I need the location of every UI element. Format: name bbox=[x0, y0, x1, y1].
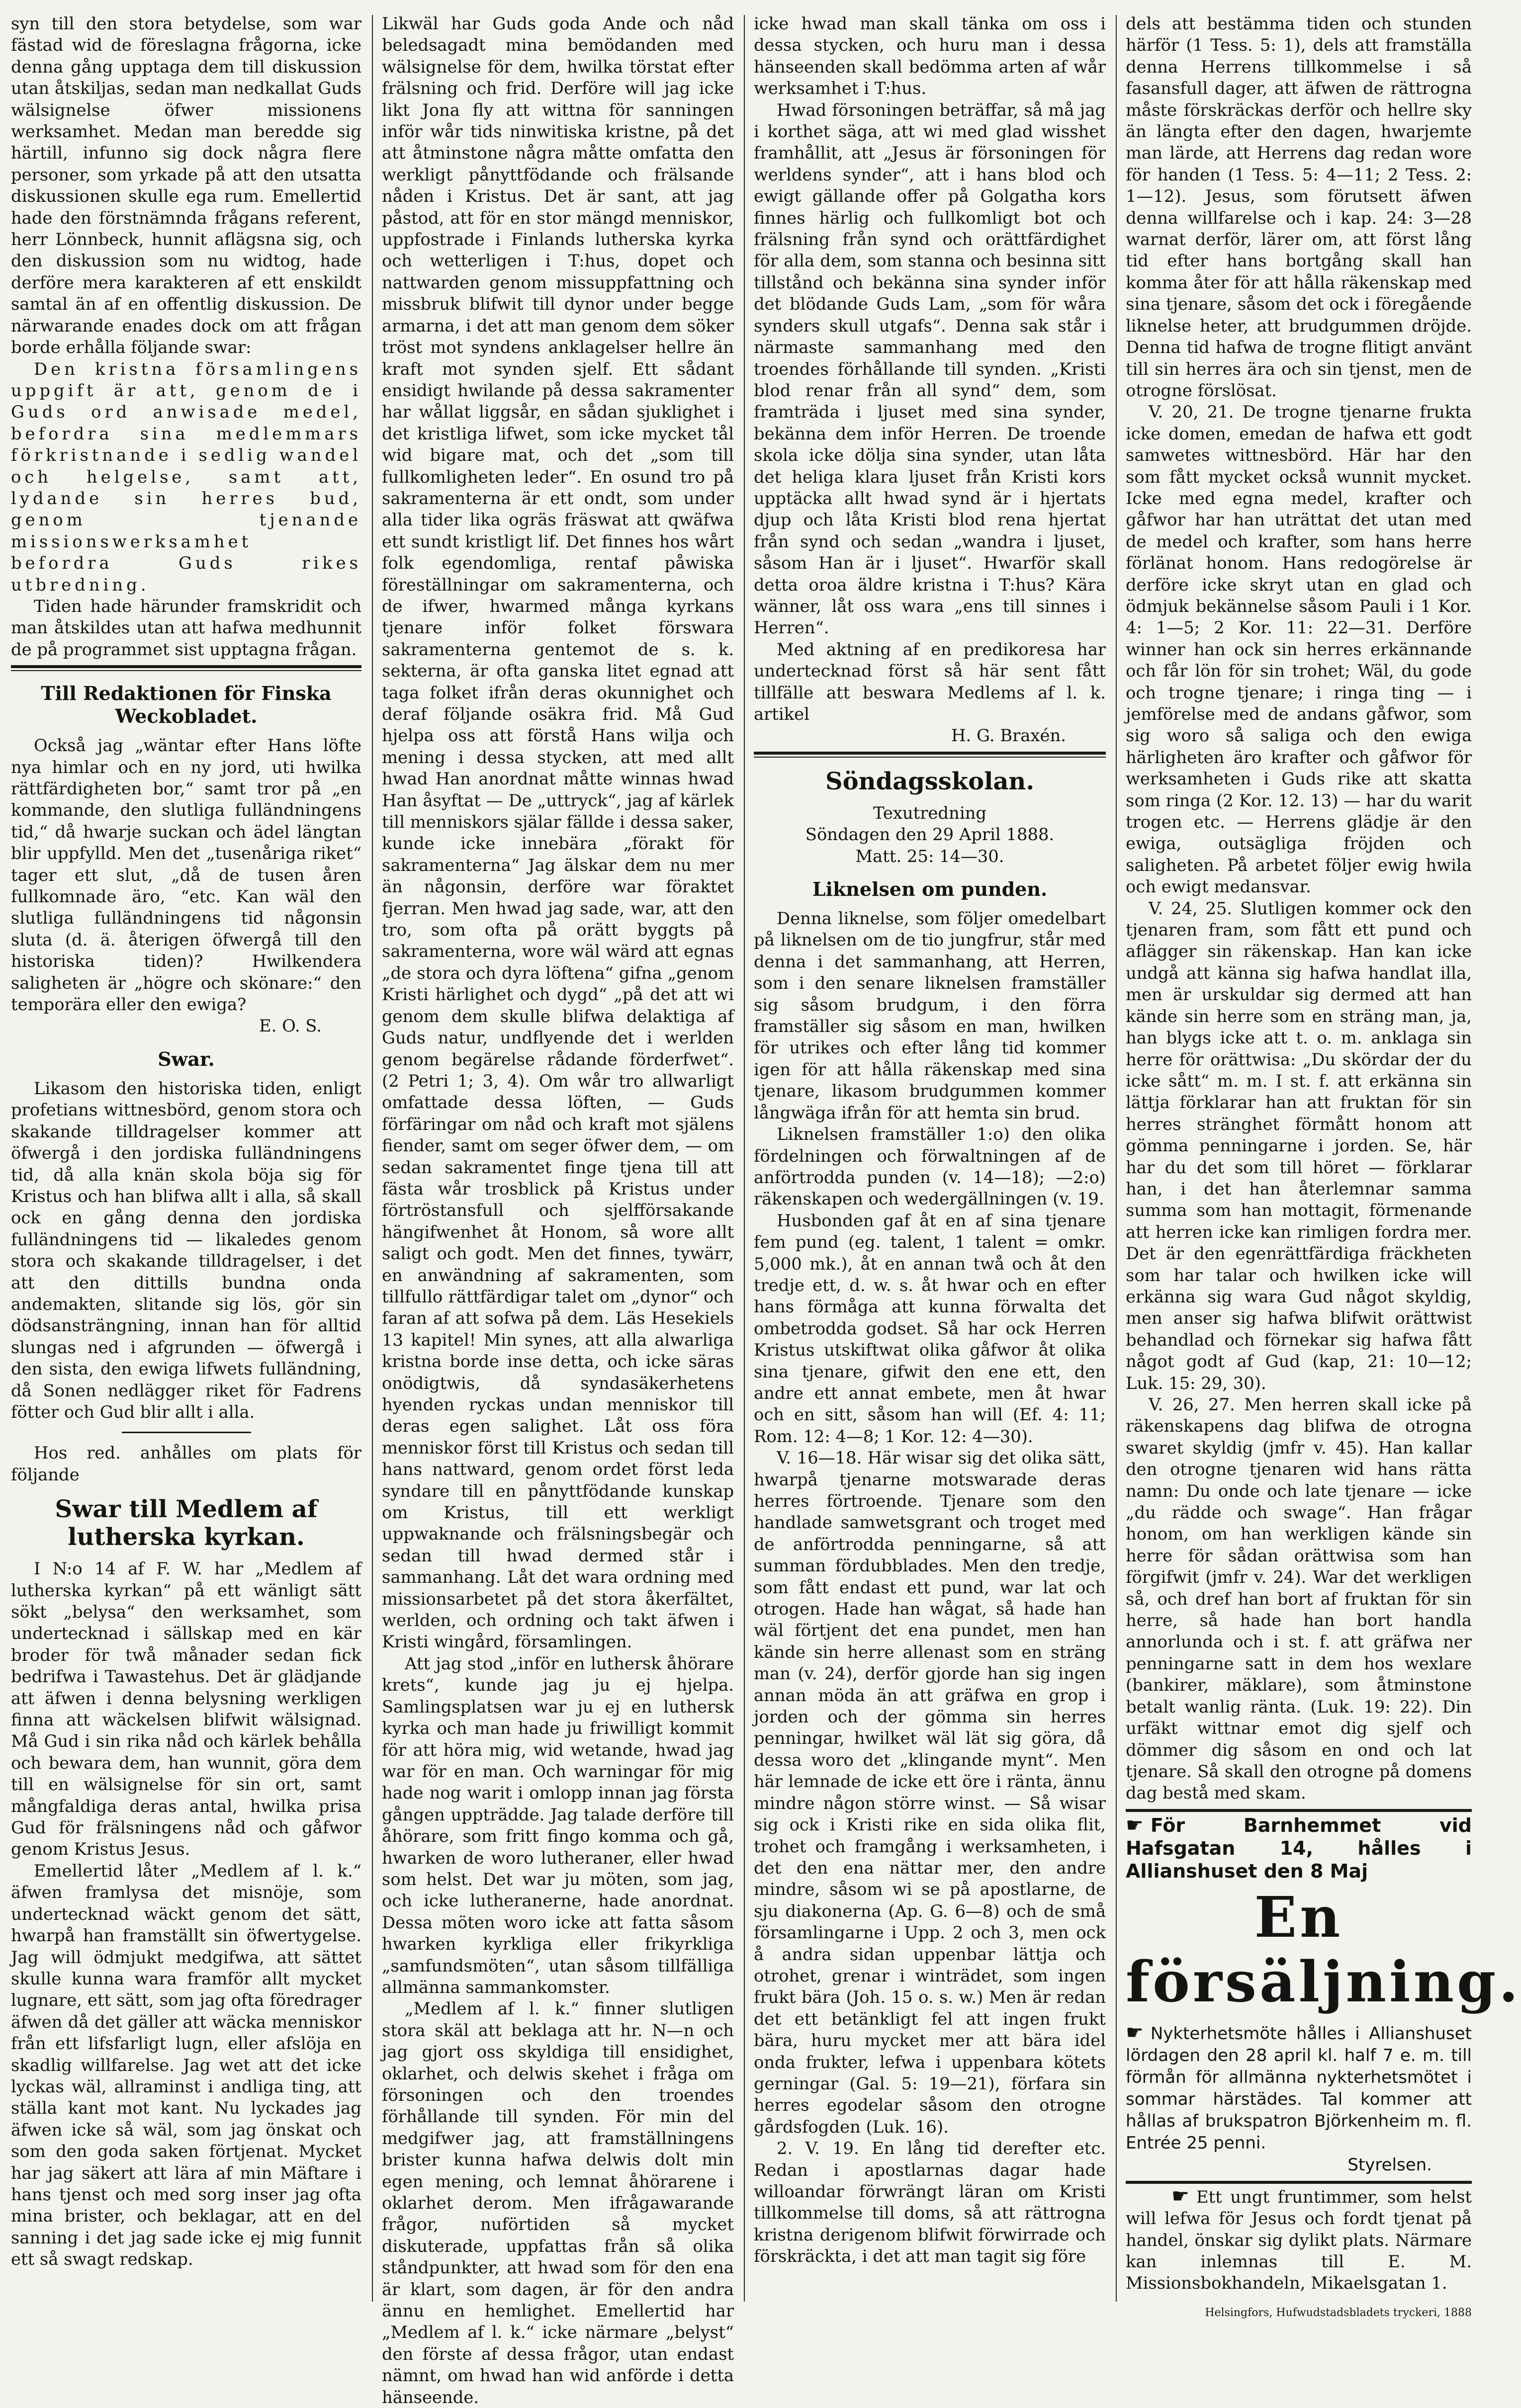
article-heading: Liknelsen om punden. bbox=[812, 878, 1048, 901]
column-1 bbox=[11, 13, 361, 2302]
ad-header-text: För Barnhemmet vid Hafsgatan 14, hålles i Allianshuset den 8 Maj bbox=[1126, 1814, 1472, 1882]
column-rule bbox=[744, 15, 745, 2302]
resolution-text: Den kristna församlingens uppgift är att, genom de i Guds ord anwisade medel, befordra sina medlemmars förkristnande i sedlig wandel och helgelse, samt att, lydande sin herres bud, genom tjenande missionswerksamhet befordra Guds rikes utbredning. bbox=[11, 359, 361, 595]
signature: E. O. S. bbox=[259, 1016, 322, 1036]
paragraph: Också jag „wäntar efter Hans löfte nya himlar och en ny jord, uti hwilka rättfärdigheten bor,“ samt tror på „en kommande, den slutliga fulländningens tid,“ då hwarje suckan och ädel längtan blir uppfylld. Men det „tusenåriga riket“ tager ett slut, „då de tusen åren fullkomnade äro, “etc. Kan wäl den slutliga fulländningens tid någonsin sluta (d. ä. återigen öfwergå till den historiska tiden)? Hwilkendera saligheten är „högre och skönare:“ den temporära eller den ewiga? bbox=[11, 736, 361, 1015]
paragraph: V. 20, 21. De trogne tjenarne frukta icke domen, emedan de hafwa ett godt samwetes wittnesbörd. Här har den som fått mycket också wunnit mycket. Icke med egna medel, krafter och gåfwor har han uträttat det utan med de medel och krafter, som hans herre förlänat honom. Hans redogörelse är derföre icke skryt utan en glad och ödmjuk bekännelse såsom Pauli i 1 Kor. 4: 1—5; 2 Kor. 11: 22—31. Derföre winner han ock sin herres erkännande och får lön för sin trohet; Wäl, du gode och trogne tjenare; i ringa ting — i jemförelse med de andans gåfwor, som sig woro så saliga och den ewiga härligheten äro krafter och gåfwor för werksamheten i Guds rike att skatta som ringa (2 Kor. 12. 13) — har du warit trogen etc. — Herrens glädje är den ewiga, outsägliga fröjden och saligheten. På arbetet följer ewig hwila och ewigt medansvar. bbox=[1126, 402, 1472, 897]
section-heading: Söndagsskolan. bbox=[825, 767, 1035, 795]
pointing-hand-icon: ☛ bbox=[1171, 2184, 1189, 2208]
paragraph: Husbonden gaf åt en af sina tjenare fem pund (eg. talent, 1 talent = omkr. 5,000 mk.), åt en annan twå och åt den tredje ett, d. w. s. åt hwar och en efter hans förmåga att kunna förwalta det ombetrodda godset. Så har ock Herren Kristus utskiftwat olika gåfwor åt olika sina tjenare, gifwit den ene ett, den andre ett annat embete, men åt hwar och en sitt, såsom han will (Ef. 4: 11; Rom. 12: 4—8; 1 Kor. 12: 4—30). bbox=[754, 1210, 1106, 1446]
divider bbox=[754, 752, 1106, 755]
paragraph: Liknelsen framställer 1:o) den olika fördelningen och förwaltningen af de anförtrodda punden (v. 14—18); —2:o) räkenskapen och wedergällningen (v. 19. bbox=[754, 1124, 1106, 1209]
column-2 bbox=[382, 13, 734, 2407]
ad-body: Nykterhetsmöte hålles i Allianshuset lördagen den 28 april kl. half 7 e. m. till förmån för allmänna nykterhetsmötet i sommar härstädes. Tal kommer att hållas af brukspatron Björkenheim m. fl. Entrée 25 penni. bbox=[1126, 2023, 1472, 2153]
paragraph: Med aktning af en predikoresa har undertecknad först så här sent fått tillfälle att beswara Medlems af l. k. artikel bbox=[754, 639, 1106, 724]
divider bbox=[1126, 1809, 1472, 1812]
paragraph: Tiden hade härunder framskridit och man åtskildes utan att hafwa medhunnit de på programmet sist upptagna frågan. bbox=[11, 596, 361, 659]
column-rule bbox=[1116, 15, 1117, 2302]
paragraph: Hwad försoningen beträffar, så må jag i korthet säga, att wi med glad wisshet framhållit, att „Jesus är försoningen för werldens synder“, att i hans blod och ewigt gällande offer på Golgatha kors finnes härlig och fullkomligt bot och frälsning från synd och orättfärdighet för alla dem, som stanna och besinna sitt tillstånd och bekänna sina synder inför det blödande Guds Lam, „som för wåra synders skull utgafs“. Denna sak står i närmaste sammanhang med den troendes förhållande till synden. „Kristi blod renar från all synd“ dem, som framträda i ljuset med sina synder, bekänna dem inför Herren. De troende skola icke dölja sina synder, utan låta det heliga klara ljuset från Kristi kors upptäcka allt hwad synd är i hjertats djup och låta Kristi blod rena hjertat från synd och sedan „wandra i ljuset, såsom Han är i ljuset“. Hwarför skall detta oroa äldre kristna i T:hus? Kära wänner, låt oss wara „ens till sinnes i Herren“. bbox=[754, 100, 1106, 638]
article-heading: Swar till Medlem af lutherska kyrkan. bbox=[55, 1495, 318, 1551]
paragraph: Emellertid låter „Medlem af l. k.“ äfwen framlysa det misnöje, som undertecknad wäckt genom det sätt, hwarpå han framställt sin öfwertygelse. Jag will ödmjukt medgifwa, att sättet skulle kunna wara framför allt mycket lugnare, ett sätt, som jag ofta föredrager äfwen då det gäller att wäcka menniskor från ett lifsfarligt lugn, eller afslöja en skadlig willfarelse. Jag wet att det icke lyckas wäl, allraminst i andliga ting, att ställa kant mot kant. Nu lyckades jag äfwen icke så wäl, som jag önskat och som den goda saken förtjenat. Mycket har jag säkert att lära af min Mäftare i hans tjenst och med sorg inser jag ofta mina brister, och beklagar, att en del sanning i det jag sade icke ej mig funnit ett så swagt redskap. bbox=[11, 1861, 361, 2269]
divider bbox=[1126, 2181, 1472, 2184]
section-heading: Swar. bbox=[158, 1047, 215, 1070]
paragraph: icke hwad man skall tänka om oss i dessa stycken, och huru man i dessa hänseenden skall bedömma arten af wår werksamhet i T:hus. bbox=[754, 14, 1106, 98]
classified-ad-text: Ett ungt fruntimmer, som helst will lefwa för Jesus och fordt tjenat på handel, önskar sig dylikt plats. Närmare kan inlemnas till E. M. Missionsbokhandeln, Mikaelsgatan 1. bbox=[1126, 2187, 1472, 2293]
paragraph: „Medlem af l. k.“ finner slutligen stora skäl att beklaga att hr. N—n och jag gjort oss skyldiga till ensidighet, oklarhet, och delwis skehet i fråga om försoningen och den troendes förhållande till synden. För min del medgifwer jag, att framställningens brister kunna hafwa delwis dolt min egen mening, och lemnat åhörarene i oklarhet derom. Men ifrågawarande frågor, nuförtiden så mycket diskuterade, uppfattas från så olika ståndpunkter, att hwad som för den ena är klart, som dagen, är för den andra ännu en hemlighet. Emellertid har „Medlem af l. k.“ icke närmare „belyst“ den förste af dessa frågor, utan endast nämnt, om hwad han wid anförde i detta hänseende. bbox=[382, 1999, 734, 2407]
subheading: Texutredning bbox=[873, 803, 987, 823]
paragraph: V. 24, 25. Slutligen kommer ock den tjenaren fram, som fått ett pund och aflägger sin räkenskap. Han kan icke undgå att känna sig hafwa handlat illa, men är urskuldar sig dermed att han kände sin herre som en sträng man, ja, han blygs icke att t. o. m. anklaga sin herre för orättwisa: „Du skördar der du icke sått“ m. m. I st. f. att erkänna sin lättja förklarar han att fruktan för sin herres stränghet förmått honom att gömma penningarne i jorden. Se, här har du det som till höret — förklarar han, i det han återlemnar samma summa som han mottagit, förmenande att herren icke kan rimligen fordra mer. Det är den egenrättfärdiga fräckheten som har talar och hwilken icke will erkänna sig wara Gud något skyldig, men anser sig hafwa blifwit orättwist behandlad och förnekar sig hafwa fått något godt af Gud (kap, 21: 10—12; Luk. 15: 29, 30). bbox=[1126, 898, 1472, 1393]
paragraph: Likwäl har Guds goda Ande och nåd beledsagadt mina bemödanden med wälsignelse för dem, hwilka törstat efter frälsning och frid. Derföre will jag icke likt Jona fly att wittna för sanningen inför wår tids ninwitiska kristne, på det att åtminstone några måtte omfatta den werkligt pånyttfödande och frälsande nåden i Kristus. Det är sant, att jag påstod, att för en stor mängd menniskor, uppfostrade i Finlands lutherska kyrka och wetterligen i T:hus, dopet och nattwarden genom missuppfattning och missbruk blifwit till dynor under begge armarna, i det att man genom dem söker tröst mot syndens anklagelser hellre än kraft mot synden sjelf. Ett sådant ensidigt hwilande på dessa sakramenter har wållat liggsår, en sådan sjuklighet i det kristliga lifwet, som icke mycket tål wid bigare mat, och det „som till fullkomligheten leder“. En osund tro på sakramenterna är ett ondt, som under alla tider lika ogräs fräswat att qwäfwa ett sundt kristligt lif. Det finnes hos wårt folk egendomliga, rentaf påwiska föreställningar om sakramenterna, och de ifwer, hwarmed många kyrkans tjenare inför folket förswara sakramenterna gentemot de s. k. sekterna, är ofta ganska litet egnad att taga folket ifrån deras okunnighet och deraf följande osäkra frid. Må Gud hjelpa oss att förstå Hans wilja och mening i dessa stycken, att med allt hwad Han anordnat måtte winnas hwad Han åsyftat — De „uttryck“, jag af kärlek till menniskors själar fällde i dessa saker, kunde icke innebära „förakt för sakramenterna“ Jag älskar dem nu mer än någonsin, derföre war föraktet fjerran. Men hwad jag sade, war, att den tro, som ofta på orätt byggts på sakramenterna, wore wäl wärd att egnas „de stora och dyra löftena“ gifna „genom Kristi härlighet och dygd“ „på det att wi genom dem skulle blifwa delaktiga af Guds natur, undflyende det i werlden genom begärelse rådande förderfwet“. (2 Petri 1; 3, 4). Om wår tro allwarligt omfattade dessa löften, — Guds förfäringar om nåd och kraft mot själens fiender, samt om seger öfwer dem, — om sedan sakramentet finge tjena till att fästa wår trosblick på Kristus under förtröstansfull och sjelfförsakande hängifwenhet åt Honom, så wore allt saligt och godt. Men det finnes, tywärr, en anwändning af sakramenten, som tillfullo rättfärdigar talet om „dynor“ och faran af att sofwa på dem. Läs Hesekiels 13 kapitel! Min synes, att alla alwarliga kristna borde inse detta, och icke säras onödigtwis, då syndasäkerhetens hyenden ryckas undan menniskor till deras egen salighet. Låt oss föra menniskor först till Kristus och sedan till hans nattward, genom ordet först leda syndare till en pånyttfödande kunskap om Kristus, till ett werkligt uppwaknande och frälsningsbegär och sedan till hwad dermed står i sammanhang. Låt det wara ordning med missionsarbetet på det stora åkerfältet, werlden, och ordning och takt äfwen i Kristi wingård, församlingen. bbox=[382, 14, 734, 1652]
paragraph: V. 26, 27. Men herren skall icke på räkenskapens dag blifwa de otrogna swaret skyldig (jmfr v. 45). Han kallar den otrogne tjenaren wid hans rätta namn: Du onde och late tjenare — icke „du rädde och swage“. Han frågar honom, om han werkligen kände sin herre för sådan orättwisa som han förgifwit (jmfr v. 24). War det werkligen så, och dref han bort af fruktan för sin herre, så hade han bort handla annorlunda och i st. f. att gräfwa ner penningarne satt in dem hos wexlare (bankirer, mäklare), som åtminstone betalt wanlig ränta. (Luk. 19: 22). Din urfäkt wittnar emot dig sjelf och dömmer dig såsom en ond och lat tjenare. Så skall den otrogne på domens dag bestå med skam. bbox=[1126, 1395, 1472, 1803]
divider bbox=[122, 1432, 251, 1433]
divider bbox=[11, 670, 361, 671]
advertisement-signature: Styrelsen. bbox=[1347, 2154, 1432, 2175]
bible-reference: Matt. 25: 14—30. bbox=[855, 846, 1004, 866]
paragraph: V. 16—18. Här wisar sig det olika sätt, hwarpå tjenarne motswarade deras herres förtroende. Tjenare som den handlade samwetsgrant och troget med de anförtrodda penningarne, så att summan fördubblades. Men den tredje, som fått endast ett pund, war lat och otrogen. Hade han wågat, så hade han wäl förtjent det ena pundet, men han kände sin herre allenast som en sträng man (v. 24), derför gjorde han sig ingen annan möda än att gräfwa en grop i jorden och der gömma sin herres penningar, hwilket wäl lät sig göra, då dessa woro det „klingande mynt“. Men här lemnade de icke ett öre i ränta, ännu mindre någon större winst. — Så wisar sig ock i Kristi rike en sida olika flit, trohet och framgång i werksamheten, i det den ena nättar mer, den andre mindre, såsom wi se på apostlarne, de sju diakonerna (Ap. G. 6—8) och de små församlingarne i Upp. 2 och 3, men ock å andra sidan uppenbar lättja och otrohet, grenar i winträdet, som ingen frukt bära (Joh. 15 o. s. w.) Men är redan det ett betänkligt fel att ingen frukt bära, huru mycket mer att bära idel onda frukter, lefwa i uppenbara kötets gerningar (Gal. 5: 19—21), förfara sin herres egodelar såsom den otrogne gårdsfogden (Luk. 16). bbox=[754, 1448, 1106, 2137]
advertisement-header bbox=[1126, 1814, 1472, 1883]
advertisement-text bbox=[1126, 2022, 1472, 2154]
pointing-hand-icon: ☛ bbox=[1126, 2021, 1144, 2044]
paragraph: Denna liknelse, som följer omedelbart på liknelsen om de tio jungfrur, står med denna i det sammanhang, att Herren, som i den senare liknelsen framställer sig såsom brudgum, i den förra framställer sig såsom en man, hwilken för utrikes och efter lång tid kommer igen för att hålla räkenskap med sina tjenare, likasom brudgummen kommer långwäga ifrån för att hemta sin brud. bbox=[754, 909, 1106, 1122]
column-3 bbox=[754, 13, 1106, 2302]
paragraph: 2. V. 19. En lång tid derefter etc. Redan i apostlarnas dagar hade willoandar förwrängt läran om Kristi tillkommelse till doms, så att rättrogna kristna derigenom blifwit förwirrade och förskräckta, i det att man tagit sig före bbox=[754, 2139, 1106, 2266]
column-4 bbox=[1126, 13, 1521, 2319]
paragraph: Att jag stod „inför en luthersk åhörare krets“, kunde jag ju ej hjelpa. Samlingsplatsen war ju ej en luthersk kyrka och man hade ju friwilligt kommit för att höra mig, wid wetande, hwad jag war för en man. Och warningar för mig hade nog warit i omlopp innan jag första gången uppträdde. Jag talade derföre till åhörare, som fritt fingo komma och gå, hwarken de woro lutheraner, eller hwad som helst. Det war ju möten, som jag, och icke lutheranerne, hade anordnat. Dessa möten woro icke att fatta såsom hwarken kyrkliga eller frikyrkliga „samfundsmöten“, utan såsom tillfälliga allmänna sammankomster. bbox=[382, 1653, 734, 1997]
signature: H. G. Braxén. bbox=[951, 726, 1066, 746]
printer-imprint: Helsingfors, Hufwudstadsbladets tryckeri, 1888 bbox=[1205, 2306, 1472, 2319]
section-heading: Till Redaktionen för Finska Weckobladet. bbox=[41, 682, 332, 728]
paragraph: dels att bestämma tiden och stunden härför (1 Tess. 5: 1), dels att framställa denna Herrens tillkommelse i så fasansfull dager, att äfwen de rättrogna måste förskräckas derför och hellre sky än längta efter den dagen, hwarjemte man lärde, att Herrens dag redan wore för handen (1 Tess. 5: 4—11; 2 Tess. 2: 1—12). Jesus, som förutsett äfwen denna willfarelse och i kap. 24: 3—28 warnat derför, lärer om, att först lång tid efter hans bortgång skall han komma åter för att hålla räkenskap med sina tjenare, såsom det ock i föregående liknelse heter, att brudgummen dröjde. Denna tid hafwa de trogne flitigt använt till sin herres ära och sin tjenst, men de otrogne förslösat. bbox=[1126, 14, 1472, 400]
paragraph: I N:o 14 af F. W. har „Medlem af lutherska kyrkan“ på ett wänligt sätt sökt „belysa“ den werksamhet, som undertecknad i sällskap med en kär broder för twå månader sedan fick bedrifwa i Tawastehus. Det är glädjande att äfwen i denna belysning werkligen finna att wäckelsen blifwit wälsignad. Må Gud i sin rika nåd och kärlek behålla och bewara dem, han wunnit, göra dem till en wälsignelse för sin ort, samt mångfaldiga deras antal, hwilka prisa Gud för frälsningens nåd och gåfwor genom Kristus Jesus. bbox=[11, 1559, 361, 1859]
divider bbox=[754, 757, 1106, 758]
paragraph: syn till den stora betydelse, som war fästad wid de föreslagna frågorna, icke denna gång upptaga dem till diskussion utan åtskiljas, sedan man nedkallat Guds wälsignelse öfwer missionens werksamhet. Medan man beredde sig härtill, infunno sig dock några flere personer, som yrkade på att den utsatta diskussionen skulle ega rum. Emellertid hade den förstnämnda frågans referent, herr Lönnbeck, hunnit aflägsna sig, och den diskussion som nu widtog, hade derföre mera karakteren af ett enskildt samtal än af en offentlig diskussion. De närwarande enades dock om att frågan borde erhålla följande swar: bbox=[11, 14, 361, 357]
column-rule bbox=[372, 15, 373, 2302]
paragraph: Hos red. anhålles om plats för följande bbox=[11, 1443, 361, 1484]
advertisement-title: En försäljning. bbox=[1126, 1885, 1521, 2015]
classified-ad bbox=[1126, 2186, 1472, 2294]
subheading-date: Söndagen den 29 April 1888. bbox=[805, 825, 1055, 845]
divider bbox=[11, 665, 361, 668]
paragraph: Likasom den historiska tiden, enligt profetians wittnesbörd, genom stora och skakande tilldragelser kommer att öfwergå i den jordiska fulländningens tid, då alla knän skola böja sig för Kristus och han blifwa allt i alla, så skall ock en gång denna den jordiska fulländningens tid — likaledes genom stora och skakande tilldragelser, i det att den dittills bundna onda andemakten, slitande sig lös, gör sin dödsansträngning, innan han för alltid slungas ned i afgrunden — öfwergå i den sista, den ewiga lifwets fulländning, då Sonen nedlägger riket för Fadrens fötter och Gud blir allt i alla. bbox=[11, 1078, 361, 1422]
pointing-hand-icon: ☛ bbox=[1126, 1813, 1144, 1837]
